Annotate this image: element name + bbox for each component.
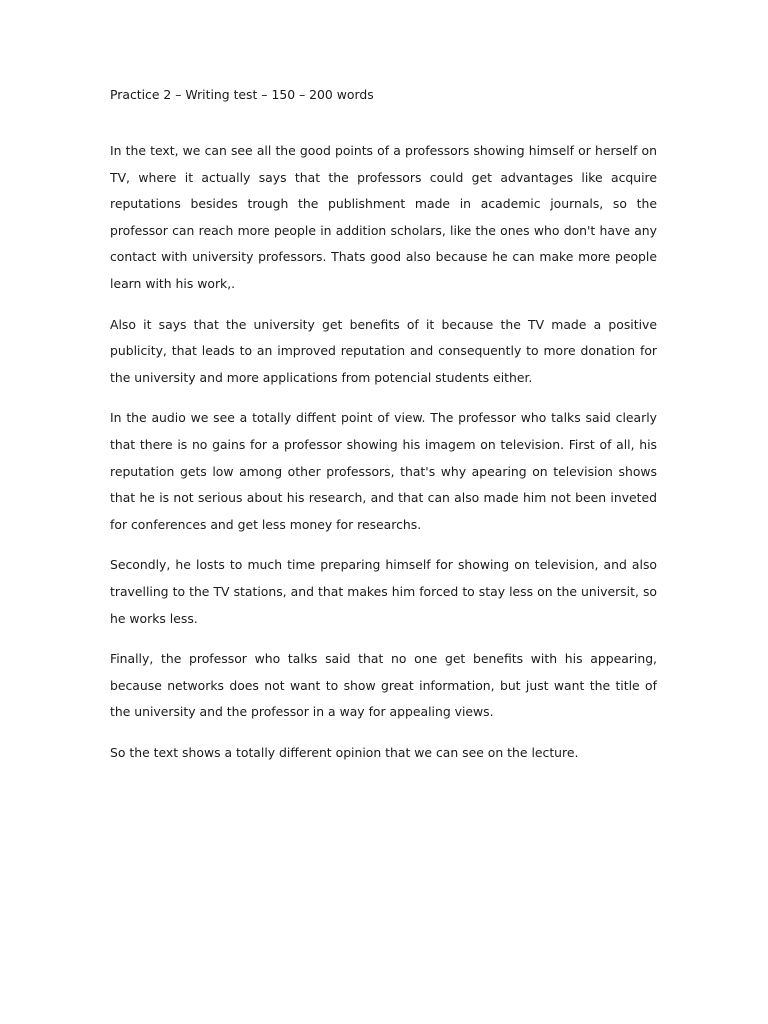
paragraph-3: In the audio we see a totally diffent point of view. The professor who talks said clearly that there is no gains for a professor showing his imagem on television. First of all, his reputation gets low among other professors, that's why apearing on television shows that he is not serious about his research, and that can also made him not been inveted for conferences and get less money for researchs. <box>110 410 657 532</box>
paragraph-2: Also it says that the university get benefits of it because the TV made a positive publicity, that leads to an improved reputation and consequently to more donation for the university and more applications from potencial students either. <box>110 316 657 385</box>
document-title: Practice 2 – Writing test – 150 – 200 words <box>110 87 374 102</box>
paragraph-1: In the text, we can see all the good points of a professors showing himself or herself on TV, where it actually says that the professors could get advantages like acquire reputations besides trough the publishment made in academic journals, so the professor can reach more people in addition scholars, like the ones who don't have any contact with university professors. Thats good also because he can make more people learn with his work,. <box>110 143 657 291</box>
paragraph-6: So the text shows a totally different opinion that we can see on the lecture. <box>110 744 579 760</box>
paragraph-4: Secondly, he losts to much time preparing himself for showing on television, and also travelling to the TV stations, and that makes him forced to stay less on the universit, so he works less. <box>110 557 657 626</box>
document-body <box>110 86 657 780</box>
paragraph-5: Finally, the professor who talks said that no one get benefits with his appearing, because networks does not want to show great information, but just want the title of the university and the professor in a way for appealing views. <box>110 651 657 720</box>
